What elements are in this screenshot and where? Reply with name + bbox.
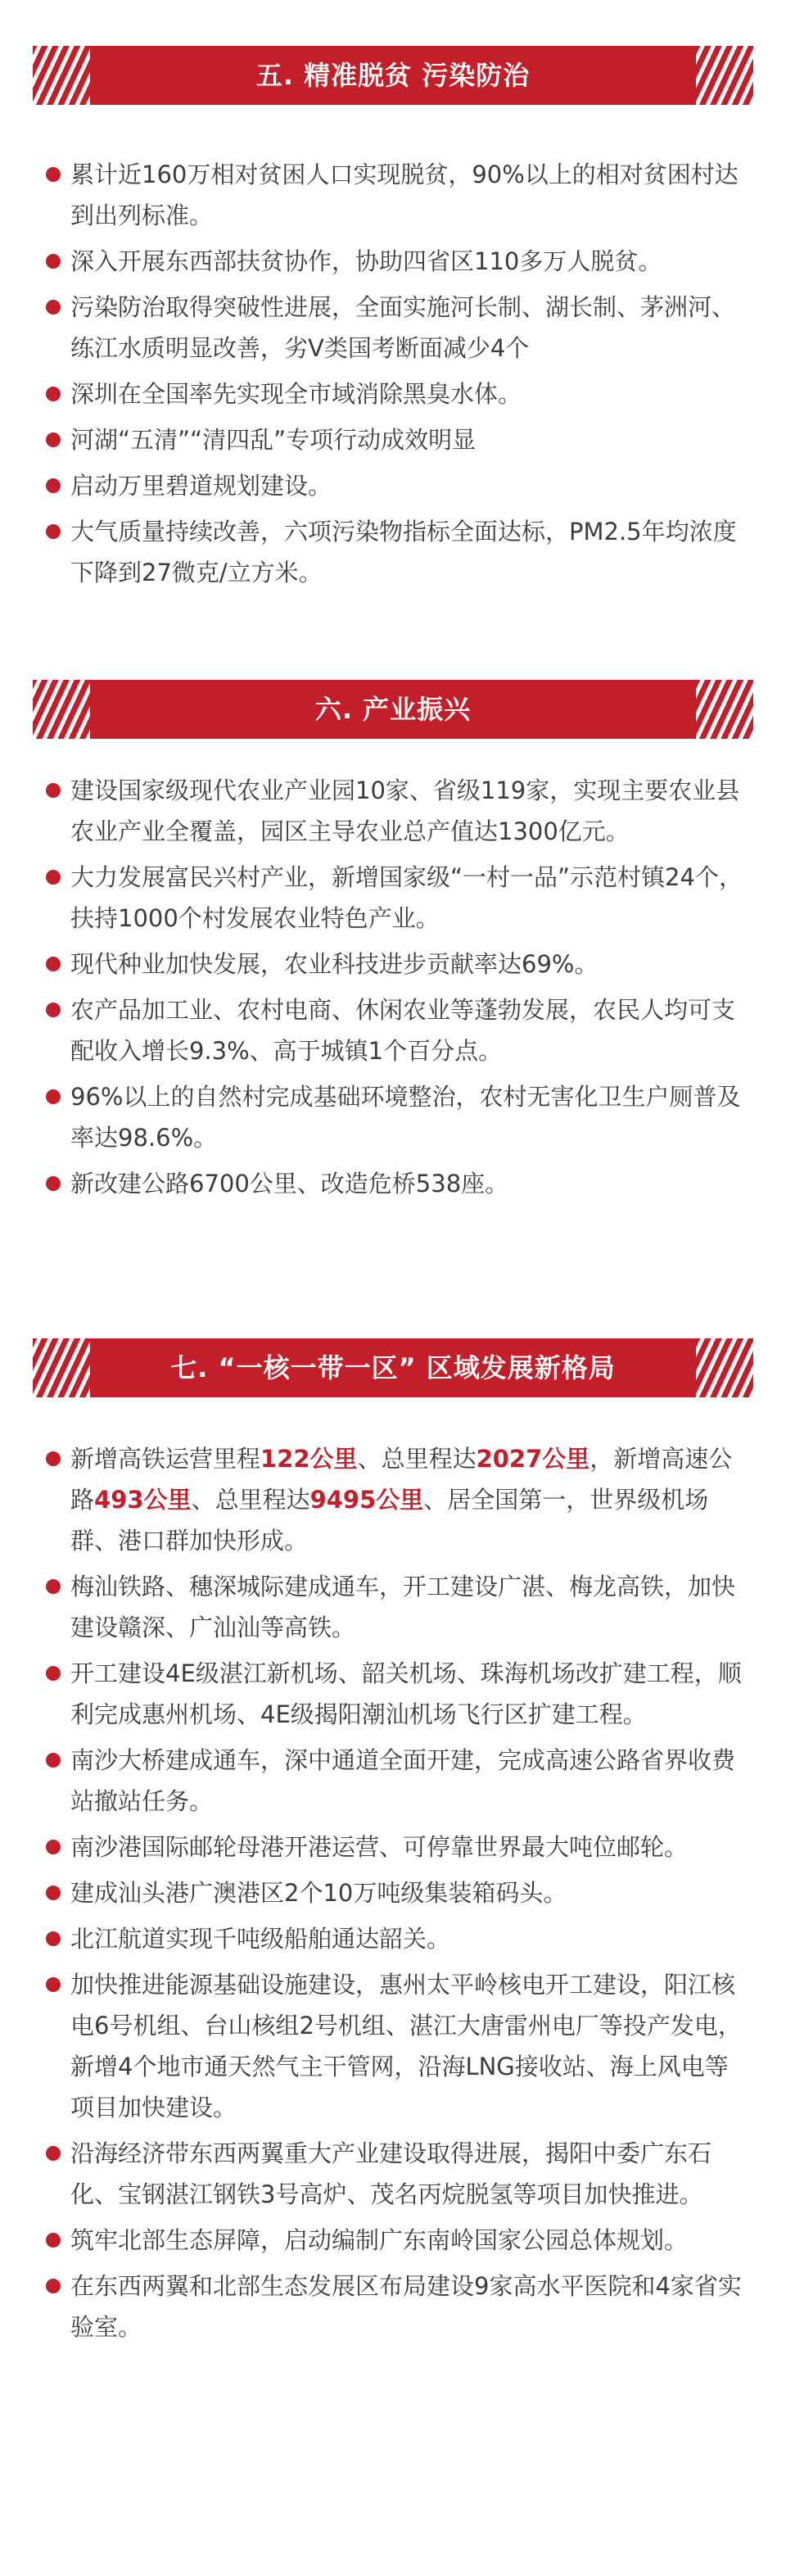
- list-item: 启动万里碧道规划建设。: [46, 465, 750, 506]
- bullet-dot: [46, 1931, 61, 1946]
- list-item: 新增高铁运营里程122公里、总里程达2027公里，新增高速公路493公里、总里程达9495公里、居全国第一，世界级机场群、港口群加快形成。: [46, 1438, 750, 1561]
- bullet-dot: [46, 957, 61, 971]
- list-item: 在东西两翼和北部生态发展区布局建设9家高水平医院和4家省实验室。: [46, 2266, 750, 2347]
- list-item: 建成汕头港广澳港区2个10万吨级集装箱码头。: [46, 1872, 750, 1913]
- highlight-value: 2027公里: [476, 1445, 590, 1473]
- section-title: 五. 精准脱贫 污染防治: [255, 60, 531, 91]
- list-item: 北江航道实现千吨级船舶通达韶关。: [46, 1918, 750, 1959]
- bullet-dot: [46, 1451, 61, 1466]
- bullet-dot: [46, 1089, 61, 1104]
- section-banner: [33, 1338, 753, 1397]
- list-item: 建设国家级现代农业产业园10家、省级119家，实现主要农业县农业产业全覆盖，园区主导农业总产值达1300亿元。: [46, 770, 750, 852]
- list-item: 累计近160万相对贫困人口实现脱贫，90%以上的相对贫困村达到出列标准。: [46, 154, 750, 236]
- list-item: 农产品加工业、农村电商、休闲农业等蓬勃发展，农民人均可支配收入增长9.3%、高于城镇1个百分点。: [46, 989, 750, 1071]
- list-item: 大力发展富民兴村产业，新增国家级“一村一品”示范村镇24个，扶持1000个村发展农业特色产业。: [46, 857, 750, 939]
- bullet-dot: [46, 1886, 61, 1900]
- bullet-dot: [46, 1176, 61, 1191]
- banner-stripes-right: [696, 680, 753, 739]
- bullet-dot: [46, 2233, 61, 2248]
- bullet-dot: [46, 1977, 61, 1992]
- banner-stripes-left: [33, 46, 90, 105]
- list-item: 加快推进能源基础设施建设，惠州太平岭核电开工建设，阳江核电6号机组、台山核组2号机组、湛江大唐雷州电厂等投产发电，新增4个地市通天然气主干管网，沿海LNG接收站、海上风电等项目加快建设。: [46, 1964, 750, 2128]
- section-banner: [33, 46, 753, 105]
- bullet-dot: [46, 1840, 61, 1854]
- bullet-list: [46, 770, 750, 1209]
- list-item: 大气质量持续改善，六项污染物指标全面达标，PM2.5年均浓度下降到27微克/立方米。: [46, 511, 750, 593]
- list-item: 沿海经济带东西两翼重大产业建设取得进展，揭阳中委广东石化、宝钢湛江钢铁3号高炉、茂名丙烷脱氢等项目加快推进。: [46, 2133, 750, 2215]
- bullet-dot: [46, 1579, 61, 1594]
- list-item: 现代种业加快发展，农业科技进步贡献率达69%。: [46, 944, 750, 985]
- banner-stripes-left: [33, 1338, 90, 1397]
- bullet-dot: [46, 300, 61, 315]
- list-item: 新改建公路6700公里、改造危桥538座。: [46, 1163, 750, 1204]
- list-item: 南沙大桥建成通车，深中通道全面开建，完成高速公路省界收费站撤站任务。: [46, 1740, 750, 1822]
- list-item: 深入开展东西部扶贫协作，协助四省区110多万人脱贫。: [46, 241, 750, 282]
- list-item: 梅汕铁路、穗深城际建成通车，开工建设广湛、梅龙高铁，加快建设赣深、广汕汕等高铁。: [46, 1566, 750, 1648]
- highlight-value: 122公里: [260, 1445, 358, 1473]
- banner-stripes-right: [696, 1338, 753, 1397]
- highlight-value: 9495公里: [309, 1486, 424, 1514]
- bullet-dot: [46, 387, 61, 401]
- bullet-dot: [46, 2146, 61, 2161]
- list-item: 南沙港国际邮轮母港开港运营、可停靠世界最大吨位邮轮。: [46, 1827, 750, 1867]
- bullet-dot: [46, 432, 61, 447]
- bullet-dot: [46, 1666, 61, 1681]
- list-item: 筑牢北部生态屏障，启动编制广东南岭国家公园总体规划。: [46, 2220, 750, 2261]
- bullet-list: [46, 1438, 750, 2352]
- highlight-value: 493公里: [94, 1486, 192, 1514]
- section-banner: [33, 680, 753, 739]
- list-item: 开工建设4E级湛江新机场、韶关机场、珠海机场改扩建工程，顺利完成惠州机场、4E级揭阳潮汕机场飞行区扩建工程。: [46, 1653, 750, 1735]
- bullet-dot: [46, 524, 61, 539]
- banner-stripes-right: [696, 46, 753, 105]
- bullet-dot: [46, 1753, 61, 1768]
- bullet-list: [46, 154, 750, 598]
- section-title: 六. 产业振兴: [314, 694, 472, 725]
- bullet-dot: [46, 870, 61, 885]
- bullet-dot: [46, 254, 61, 269]
- list-item: 96%以上的自然村完成基础环境整治，农村无害化卫生户厕普及率达98.6%。: [46, 1076, 750, 1158]
- list-item: 河湖“五清”“清四乱”专项行动成效明显: [46, 419, 750, 460]
- section-title: 七. “一核一带一区” 区域发展新格局: [170, 1352, 616, 1383]
- banner-stripes-left: [33, 680, 90, 739]
- bullet-dot: [46, 783, 61, 798]
- bullet-dot: [46, 1003, 61, 1017]
- list-item: 深圳在全国率先实现全市域消除黑臭水体。: [46, 373, 750, 414]
- list-item: 污染防治取得突破性进展，全面实施河长制、湖长制、茅洲河、练江水质明显改善，劣Ⅴ类国考断面减少4个: [46, 287, 750, 369]
- bullet-dot: [46, 2279, 61, 2293]
- bullet-dot: [46, 167, 61, 182]
- bullet-dot: [46, 478, 61, 493]
